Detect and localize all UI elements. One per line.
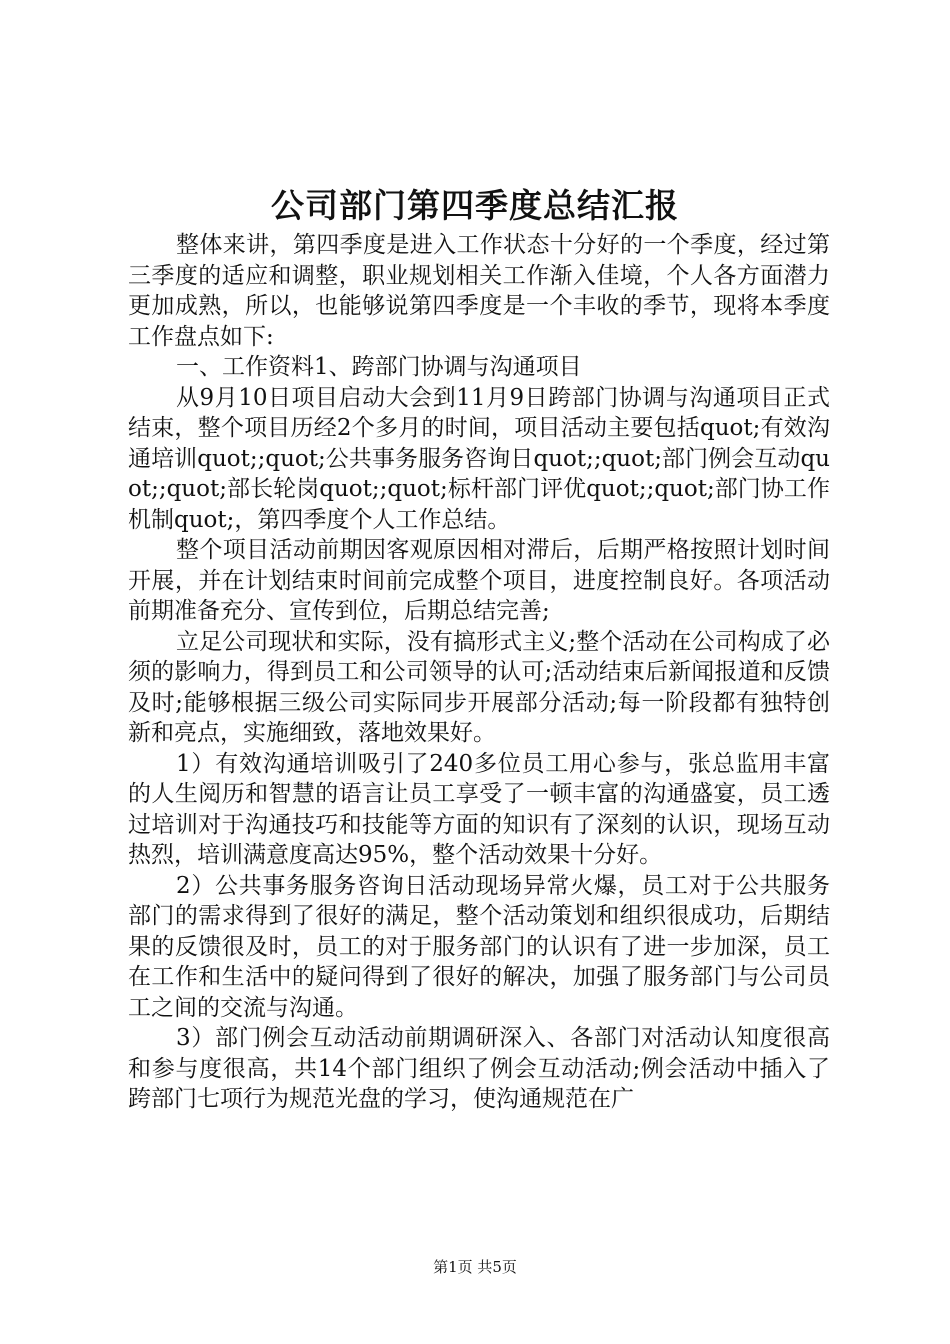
document-title: 公司部门第四季度总结汇报 (271, 186, 679, 225)
paragraph-progress: 整个项目活动前期因客观原因相对滞后，后期严格按照计划时间开展，并在计划结束时间前完成整个项目，进度控制良好。各项活动前期准备充分、宣传到位，后期总结完善; (128, 537, 830, 624)
paragraph-intro: 整体来讲，第四季度是进入工作状态十分好的一个季度，经过第三季度的适应和调整，职业规划相关工作渐入佳境，个人各方面潜力更加成熟，所以，也能够说第四季度是一个丰收的季节，现将本季度工作盘点如下: (128, 232, 830, 350)
paragraph-item-2: 2）公共事务服务咨询日活动现场异常火爆，员工对于公共服务部门的需求得到了很好的满足，整个活动策划和组织很成功，后期结果的反馈很及时，员工的对于服务部门的认识有了进一步加深，员工在工作和生活中的疑问得到了很好的解决，加强了服务部门与公司员工之间的交流与沟通。 (128, 872, 830, 1021)
paragraph-project-overview: 从9月10日项目启动大会到11月9日跨部门协调与沟通项目正式结束，整个项目历经2个多月的时间，项目活动主要包括quot;有效沟通培训quot;;quot;公共事务服务咨询日quot;;quot;部门例会互动quot;;quot;部长轮岗quot;;quot;标杆部门评优quot;;quot;部门协工作机制quot;，第四季度个人工作总结。 (128, 384, 830, 533)
document-body (128, 230, 830, 1115)
paragraph-impact: 立足公司现状和实际，没有搞形式主义;整个活动在公司构成了必须的影响力，得到员工和公司领导的认可;活动结束后新闻报道和反馈及时;能够根据三级公司实际同步开展部分活动;每一阶段都有独特创新和亮点，实施细致，落地效果好。 (128, 628, 830, 746)
page-number-footer: 第1页 共5页 (433, 1258, 517, 1276)
paragraph-item-1: 1）有效沟通培训吸引了240多位员工用心参与，张总监用丰富的人生阅历和智慧的语言让员工享受了一顿丰富的沟通盛宴，员工透过培训对于沟通技巧和技能等方面的知识有了深刻的认识，现场互动热烈，培训满意度高达95%，整个活动效果十分好。 (128, 750, 830, 868)
paragraph-item-3: 3）部门例会互动活动前期调研深入、各部门对活动认知度很高和参与度很高，共14个部门组织了例会互动活动;例会活动中插入了跨部门七项行为规范光盘的学习，使沟通规范在广 (128, 1025, 830, 1112)
paragraph-section-heading: 一、工作资料1、跨部门协调与沟通项目 (176, 354, 582, 380)
